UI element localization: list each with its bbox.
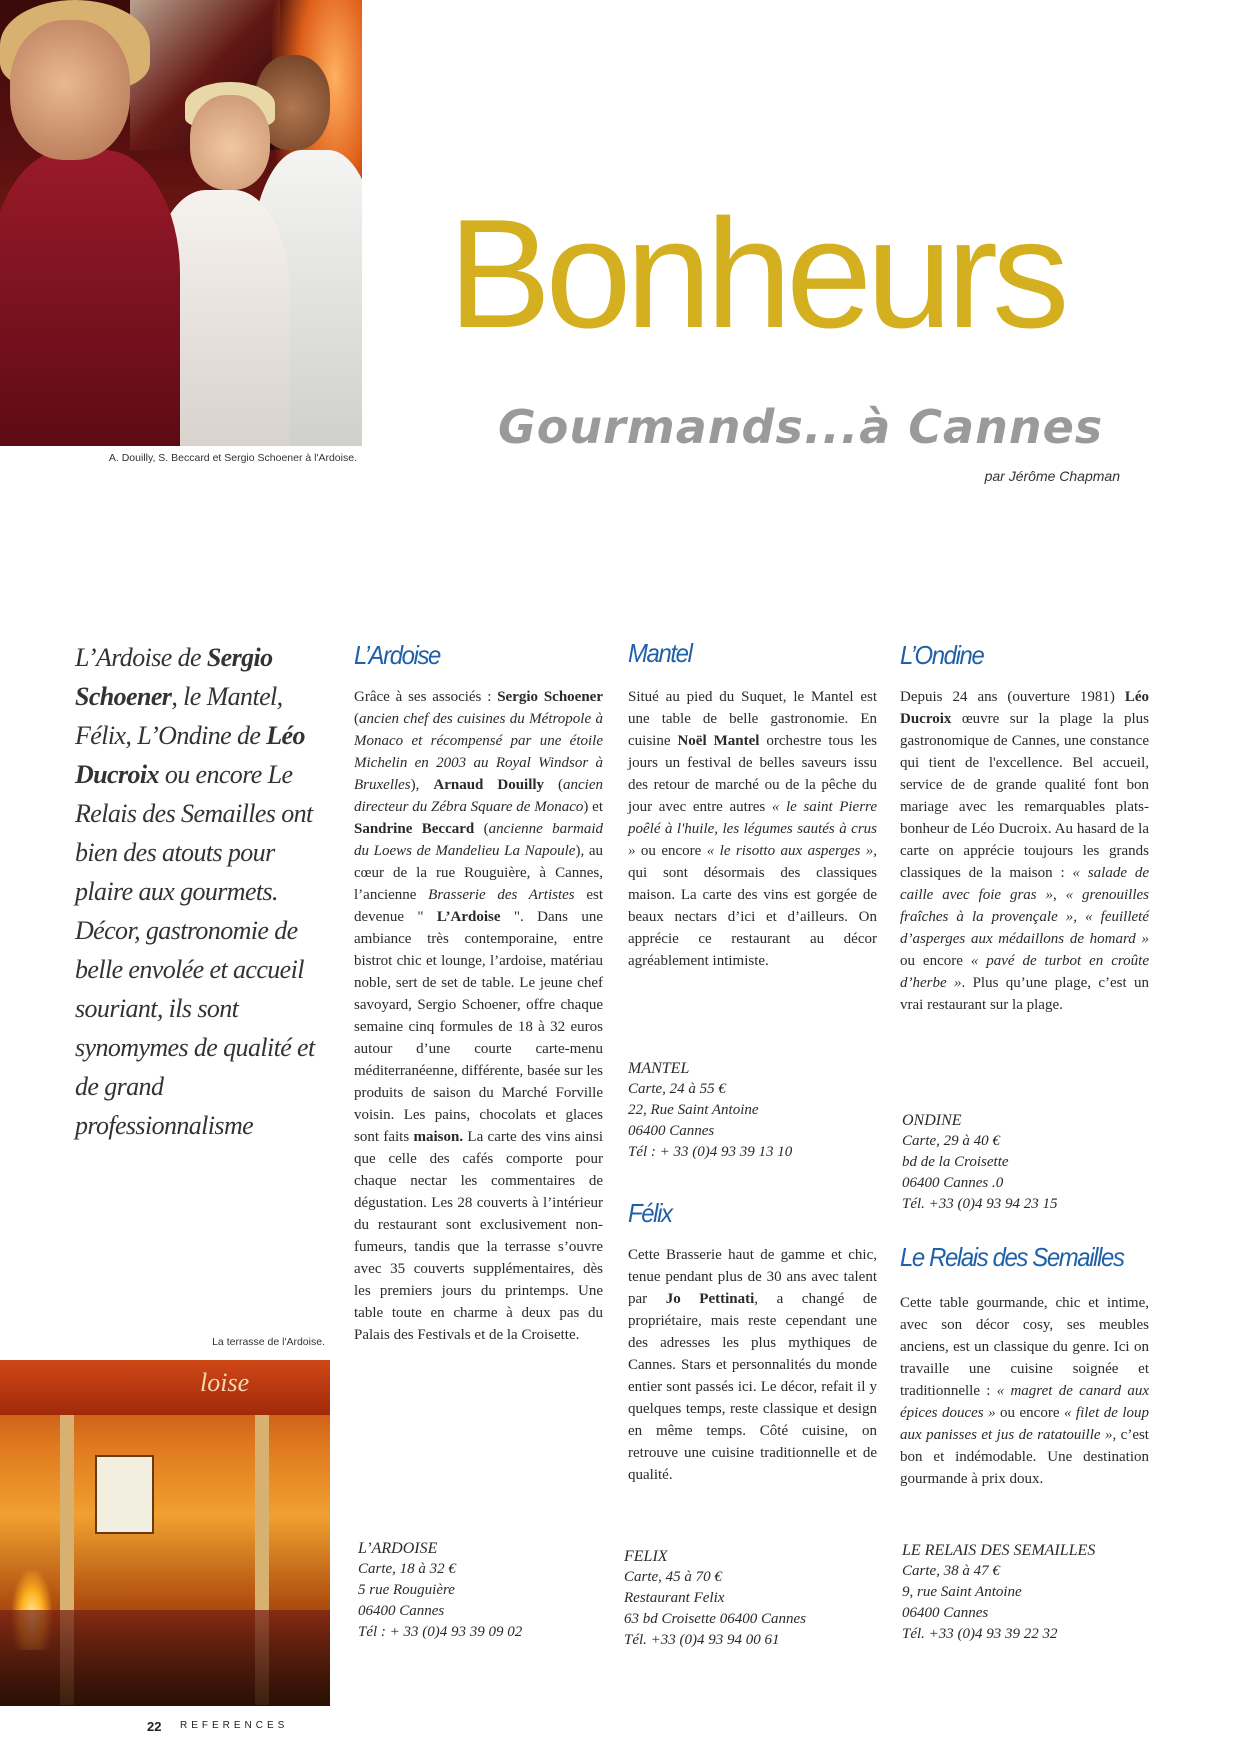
- section-title-ardoise: L’Ardoise: [354, 640, 440, 670]
- photo-caption-bottom: La terrasse de l'Ardoise.: [212, 1336, 325, 1348]
- photo-caption-top: A. Douilly, S. Beccard et Sergio Schoener à l'Ardoise.: [108, 452, 357, 464]
- article-relais: Cette table gourmande, chic et intime, avec son décor cosy, ses meubles anciens, est un classique du genre. Ici on travaille une cuisine soignée et traditionnelle : « magret de canard aux épices douces » ou encore « filet de loup aux panisses et jus de ratatouille », c’est bon et indémodable. Une destination gourmande à prix doux.: [900, 1295, 1150, 1487]
- intro-name-schoener: Sergio Schoener: [75, 643, 273, 711]
- awning-sign: loise: [200, 1368, 250, 1397]
- page-number: 22: [147, 1719, 162, 1734]
- section-title-relais: Le Relais des Semailles: [900, 1242, 1124, 1272]
- info-box-ondine: ONDINE Carte, 29 à 40 € bd de la Croisette 06400 Cannes .0 Tél. +33 (0)4 93 94 23 15: [902, 1112, 1058, 1212]
- byline: par Jérôme Chapman: [984, 468, 1120, 484]
- menu-board: [95, 1455, 154, 1534]
- photo-restaurant-owners: [0, 0, 362, 446]
- intro-pullquote: L’Ardoise de Sergio Schoener, le Mantel, Félix, L’Ondine de Léo Ducroix ou encore Le Relais des Semailles ont bien des atouts pour plaire aux gourmets. Décor, gastronomie de belle envolée et accueil souriant, ils sont synomymes de qualité et de grand professionnalisme: [75, 643, 315, 1140]
- person-man-head: [10, 20, 130, 160]
- subheadline: Gourmands...à Cannes: [498, 400, 1104, 454]
- section-title-felix: Félix: [628, 1198, 672, 1228]
- magazine-name: REFERENCES: [180, 1720, 289, 1731]
- terrace-tables: [0, 1610, 330, 1706]
- info-box-felix: FELIX Carte, 45 à 70 € Restaurant Felix 63 bd Croisette 06400 Cannes Tél. +33 (0)4 93 94 00 61: [624, 1548, 806, 1648]
- section-title-mantel: Mantel: [628, 638, 692, 668]
- headline: Bonheurs: [448, 187, 1064, 360]
- info-box-ardoise: L’ARDOISE Carte, 18 à 32 € 5 rue Rouguière 06400 Cannes Tél : + 33 (0)4 93 39 09 02: [358, 1540, 523, 1640]
- photo-terrace: [0, 1360, 330, 1706]
- article-mantel: Situé au pied du Suquet, le Mantel est une table de belle gastronomie. En cuisine Noël Mantel orchestre tous les jours un festival de belles saveurs issu des retour de marché ou de la pêche du jour avec entre autres « le saint Pierre poêlé à l'huile, les légumes sautés à crus » ou encore « le risotto aux asperges », qui sont désormais des classiques maison. La carte des vins est gorgée de beaux nectars d’ici et d’ailleurs. On apprécie ce restaurant au décor agréablement intimiste.: [628, 689, 878, 969]
- intro-name-ducroix: Léo Ducroix: [75, 721, 305, 789]
- awning: [0, 1360, 330, 1415]
- article-ardoise: Grâce à ses associés : Sergio Schoener (ancien chef des cuisines du Métropole à Monaco et récompensé par une étoile Michelin en 2003 au Royal Windsor à Bruxelles), Arnaud Douilly (ancien directeur du Zébra Square de Monaco) et Sandrine Beccard (ancienne barmaid du Loews de Mandelieu La Napoule), au cœur de la rue Rouguière, à Cannes, l’ancienne Brasserie des Artistes est devenue " L’Ardoise ". Dans une ambiance très contemporaine, entre bistrot chic et lounge, l’ardoise, matériau noble, sert de set de table. Le jeune chef savoyard, Sergio Schoener, offre chaque semaine cinq formules de 18 à 32 euros autour d’une courte carte-menu méditerranéenne, différente, basée sur les produits de saison du Marché Forville voisin. Les pains, chocolats et glaces sont faits maison. La carte des vins ainsi que celle des cafés comporte pour chaque nectar les commentaires de dégustation. Les 28 couverts à l’intérieur du restaurant sont exclusivement non-fumeurs, tandis que la terrasse s’ouvre avec 35 couverts supplémentaires, dès les premiers jours du printemps. Une table toute en charme à deux pas du Palais des Festivals et de la Croisette.: [354, 689, 604, 1343]
- article-felix: Cette Brasserie haut de gamme et chic, tenue pendant plus de 30 ans avec talent par Jo Pettinati, a changé de propriétaire, mais reste cependant une des adresses les plus mythiques de Cannes. Stars et personnalités du monde entier sont passés ici. Le décor, refait il y quelques temps, reste classique et design en même temps. Côté cuisine, on retrouve une cuisine traditionnelle et de qualité.: [628, 1247, 877, 1483]
- person-woman-head: [190, 95, 270, 190]
- info-box-relais: LE RELAIS DES SEMAILLES Carte, 38 à 47 € 9, rue Saint Antoine 06400 Cannes Tél. +33 (0)4 93 39 22 32: [902, 1542, 1096, 1642]
- section-title-ondine: L’Ondine: [900, 640, 984, 670]
- person-man-body: [0, 150, 180, 446]
- article-ondine: Depuis 24 ans (ouverture 1981) Léo Ducroix œuvre sur la plage la plus gastronomique de Cannes, une constance qui tient de l'excellence. Bel accueil, service de de grande qualité font bon mariage avec les remarquables plats-bonheur de Léo Ducroix. Au hasard de la carte on apprécie toujours les grands classiques de la maison : « salade de caille avec foie gras », « grenouilles fraîches à la provençale », « feuilleté d’asperges aux médaillons de homard » ou encore « pavé de turbot en croûte d’herbe ». Plus qu’une plage, c’est un vrai restaurant sur la plage.: [900, 689, 1149, 1013]
- info-box-mantel: MANTEL Carte, 24 à 55 € 22, Rue Saint Antoine 06400 Cannes Tél : + 33 (0)4 93 39 13 10: [628, 1060, 793, 1160]
